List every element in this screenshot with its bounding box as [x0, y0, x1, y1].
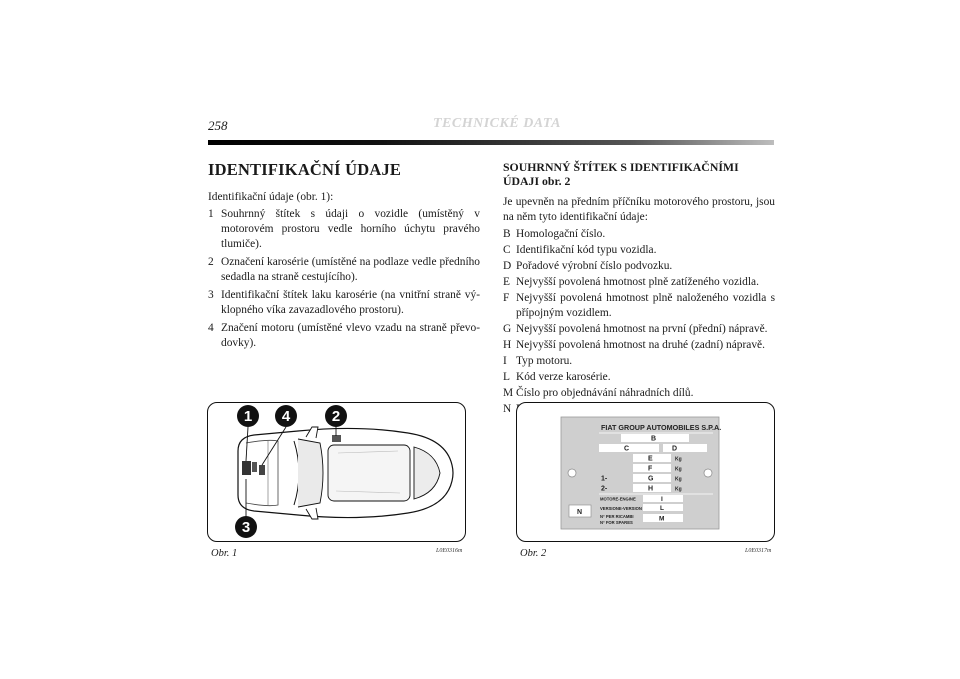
plate-spares-label-2: N° FOR SPARES: [600, 520, 633, 525]
plate-kg-h: Kg: [675, 486, 682, 493]
plate-illustration: [517, 403, 774, 541]
list-item: [503, 370, 775, 385]
plate-kg-e: Kg: [675, 456, 682, 463]
item-text: Nejvyšší povolená hmotnost plně zatíženého vozidla.: [516, 276, 759, 288]
list-item: [208, 321, 480, 351]
body-mark: [332, 435, 341, 442]
item-text: Číslo pro objednávání náhradních dílů.: [516, 387, 694, 399]
item-key: D: [503, 260, 512, 272]
plate-kg-f: Kg: [675, 466, 682, 473]
item-key: 2: [208, 256, 214, 268]
item-text: Kód verze karosérie.: [516, 371, 611, 383]
list-item: [503, 259, 775, 274]
intro-text: Je upevněn na předním příčníku motorového prostoru, jsou na něm tyto identifikační údaje:: [503, 196, 775, 223]
plate-field-l: L: [660, 505, 664, 512]
item-key: 1: [208, 208, 214, 220]
list-item: [208, 288, 480, 318]
plate-field-f: F: [648, 465, 653, 473]
plate-company: FIAT GROUP AUTOMOBILES S.P.A.: [601, 423, 722, 432]
item-text: Nejvyšší povolená hmotnost na druhé (zadní) nápravě.: [516, 339, 765, 351]
figure-car-top-view: [207, 402, 466, 542]
item-text: Nejvyšší povolená hmotnost plně naloženého vozidla s přípojným vozidlem.: [516, 292, 775, 319]
car-illustration: [208, 403, 465, 541]
figure2-code: L0E0317m: [745, 548, 772, 554]
windscreen: [298, 439, 323, 507]
item-text: Značení motoru (umístěné vlevo vzadu na straně převo-dovky).: [221, 322, 480, 349]
header-rule: [208, 140, 774, 145]
rivet-left: [568, 469, 576, 477]
list-item: [503, 386, 775, 401]
plate-engine-label: MOTORE-ENGINE: [600, 496, 636, 502]
item-key: 4: [208, 322, 214, 334]
marker-1-label: 1: [243, 408, 253, 425]
item-key: M: [503, 387, 514, 399]
item-text: Identifikační štítek laku karosérie (na vnitřní straně vý-klopného víka zavazadlového prostoru).: [221, 289, 480, 316]
item-key: B: [503, 228, 511, 240]
figure2-caption: Obr. 2: [520, 548, 547, 559]
item-text: Souhrnný štítek s údaji o vozidle (umístěný v motorovém prostoru vedle horního úchytu pravého tlumiče).: [221, 208, 480, 250]
plate-kg-g: Kg: [675, 476, 682, 483]
plate-field-e: E: [648, 455, 653, 463]
plate-version-label: VERSIONE-VERSION: [600, 506, 642, 511]
roof-panel: [328, 445, 410, 501]
plate-row-2: 2-: [601, 485, 608, 493]
list-item: [503, 275, 775, 290]
chapter-title: TECHNICKÉ DATA: [433, 116, 561, 131]
figure1-code: L0E0316m: [436, 548, 463, 554]
item-key: 3: [208, 289, 214, 301]
list-item: [503, 227, 775, 242]
list-item: [503, 354, 775, 369]
rivet-right: [704, 469, 712, 477]
subsection-heading: SOUHRNNÝ ŠTÍTEK S IDENTIFIKAČNÍMI ÚDAJI obr. 2: [503, 160, 739, 188]
item-key: F: [503, 292, 510, 304]
left-column: [208, 160, 480, 354]
figure1-caption: Obr. 1: [211, 548, 238, 559]
plate-spares-label-1: N° PER RICAMBI: [600, 514, 634, 519]
item-key: C: [503, 244, 511, 256]
intro-text: Identifikační údaje (obr. 1):: [208, 191, 334, 203]
figure-id-plate: [516, 402, 775, 542]
plate-row-1: 1-: [601, 475, 608, 483]
plate-field-n: N: [577, 509, 583, 516]
marker-2-label: 2: [331, 408, 341, 425]
list-item: [503, 291, 775, 321]
item-key: H: [503, 339, 512, 351]
list-item: [208, 255, 480, 285]
item-key: I: [503, 355, 507, 367]
plate-field-d: D: [672, 445, 678, 453]
list-item: [503, 338, 775, 353]
engine-block: [242, 461, 251, 475]
item-key: L: [503, 371, 510, 383]
marker-3-label: 3: [241, 519, 251, 536]
list-item: [503, 243, 775, 258]
item-key: E: [503, 276, 510, 288]
plate-field-g: G: [648, 475, 654, 483]
page-number: 258: [208, 118, 228, 133]
item-text: Označení karosérie (umístěné na podlaze vedle předního sedadla na straně cestujícího).: [221, 256, 480, 283]
right-column: [503, 160, 775, 418]
item-text: Homologační číslo.: [516, 228, 606, 240]
item-text: Nejvyšší povolená hmotnost na první (přední) nápravě.: [516, 323, 768, 335]
item-key: G: [503, 323, 512, 335]
section-heading: IDENTIFIKAČNÍ ÚDAJE: [208, 160, 402, 179]
plate-field-i: I: [661, 496, 663, 503]
plate-field-m: M: [659, 515, 665, 523]
list-item: [208, 207, 480, 252]
item-text: Pořadové výrobní číslo podvozku.: [516, 260, 673, 272]
item-text: Identifikační kód typu vozidla.: [516, 244, 657, 256]
item-key: N: [503, 403, 512, 415]
plate-field-h: H: [648, 485, 654, 493]
item-text: Typ motoru.: [516, 355, 573, 367]
marker-4-label: 4: [281, 408, 291, 425]
list-item: [503, 322, 775, 337]
plate-field-c: C: [624, 445, 630, 453]
plate-field-b: B: [651, 435, 657, 443]
